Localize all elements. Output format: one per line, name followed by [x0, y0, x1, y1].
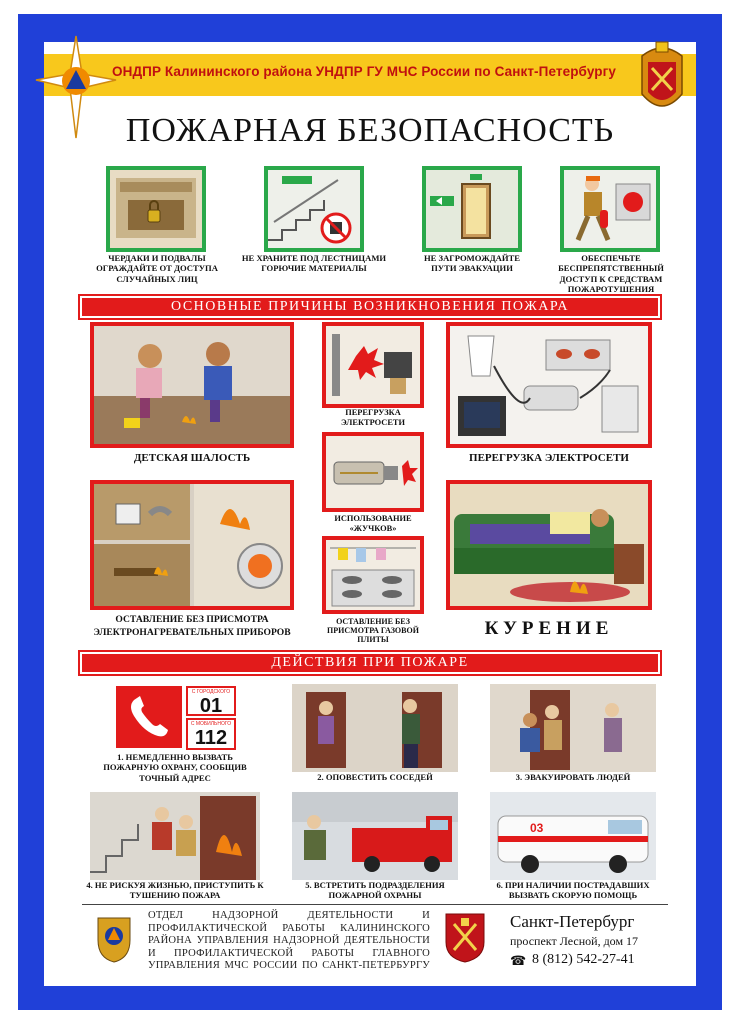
- tip-image-stairs: [264, 166, 364, 252]
- evacuate-people-icon: [490, 684, 656, 772]
- unattended-heaters-icon: [94, 484, 290, 606]
- footer-city: Санкт-Петербург: [510, 912, 635, 931]
- cause-caption-overload-big: ПЕРЕГРУЗКА ЭЛЕКТРОСЕТИ: [469, 452, 629, 464]
- footer-divider: [82, 904, 668, 905]
- meet-fire-brigade-icon: [292, 792, 458, 880]
- action-caption-3: 3. ЭВАКУИРОВАТЬ ЛЮДЕЙ: [515, 772, 631, 782]
- header-org-name: ОНДПР Калининского района УНДПР ГУ МЧС России по Санкт-Петербургу: [112, 64, 616, 79]
- cause-image-gas: [322, 536, 424, 614]
- action-caption-1: 1. НЕМЕДЛЕННО ВЫЗВАТЬ ПОЖАРНУЮ ОХРАНУ, СООБЩИВ ТОЧНЫЙ АДРЕС: [103, 752, 247, 783]
- emergency-card-landline: [186, 686, 236, 716]
- telephone-icon: [116, 686, 182, 748]
- action-caption-6: 6. ПРИ НАЛИЧИИ ПОСТРАДАВШИХ ВЫЗВАТЬ СКОРУЮ ПОМОЩЬ: [496, 880, 650, 901]
- action-image-2: [292, 684, 458, 772]
- cause-caption-heaters: ОСТАВЛЕНИЕ БЕЗ ПРИСМОТРА ЭЛЕКТРОНАГРЕВАТЕЛЬНЫХ ПРИБОРОВ: [93, 614, 291, 638]
- cause-caption-smoking: КУРЕНИЕ: [484, 618, 614, 639]
- tip-image-attics: [106, 166, 206, 252]
- overloaded-socket-icon: [326, 326, 420, 404]
- action-caption-4: 4. НЕ РИСКУЯ ЖИЗНЬЮ, ПРИСТУПИТЬ К ТУШЕНИЮ ПОЖАРА: [86, 880, 264, 901]
- landline-label: С ГОРОДСКОГО: [191, 689, 231, 695]
- spb-city-arms-icon: [444, 910, 486, 964]
- tip-caption-attics: ЧЕРДАКИ И ПОДВАЛЫ ОГРАЖДАЙТЕ ОТ ДОСТУПА СЛУЧАЙНЫХ ЛИЦ: [96, 253, 218, 284]
- tip-caption-evacuation: НЕ ЗАГРОМОЖДАЙТЕ ПУТИ ЭВАКУАЦИИ: [423, 253, 520, 274]
- action-image-3: [490, 684, 656, 772]
- exit-door-icon: [426, 170, 518, 248]
- alert-neighbors-icon: [292, 684, 458, 772]
- footer-address: проспект Лесной, дом 17: [510, 934, 639, 948]
- tip-caption-stairs: НЕ ХРАНИТЕ ПОД ЛЕСТНИЦАМИ ГОРЮЧИЕ МАТЕРИАЛЫ: [241, 253, 387, 274]
- locked-basement-icon: [110, 170, 202, 248]
- stairs-no-storage-icon: [268, 170, 360, 248]
- ambulance-icon: [490, 792, 656, 880]
- cause-image-overload-small: [322, 322, 424, 408]
- fuse-bug-icon: [326, 436, 420, 508]
- gas-stove-icon: [326, 540, 420, 610]
- landline-number: 01: [199, 695, 223, 717]
- appliances-overload-icon: [450, 326, 648, 444]
- extinguish-fire-icon: [90, 792, 260, 880]
- footer-phone: 8 (812) 542-27-41: [532, 952, 635, 967]
- tip-image-extinguishing-access: [560, 166, 660, 252]
- causes-heading: ОСНОВНЫЕ ПРИЧИНЫ ВОЗНИКНОВЕНИЯ ПОЖАРА: [171, 299, 569, 314]
- action-image-4: [90, 792, 260, 880]
- action-caption-2: 2. ОПОВЕСТИТЬ СОСЕДЕЙ: [317, 772, 433, 782]
- cause-image-heaters: [90, 480, 294, 610]
- mchs-department-emblem-icon: [94, 912, 134, 964]
- mobile-label: С МОБИЛЬНОГО: [190, 721, 232, 727]
- cause-image-overload-big: [446, 322, 652, 448]
- phone-icon-tile: [116, 686, 182, 748]
- phone-handset-icon: ☎: [510, 953, 527, 968]
- cause-image-bugs: [322, 432, 424, 512]
- actions-heading-bar: [80, 652, 660, 674]
- action-caption-5: 5. ВСТРЕТИТЬ ПОДРАЗДЕЛЕНИЯ ПОЖАРНОЙ ОХРАНЫ: [305, 880, 445, 901]
- mobile-number: 112: [194, 727, 228, 749]
- cause-image-smoking: [446, 480, 652, 610]
- cause-image-children: [90, 322, 294, 448]
- svg-text:03: 03: [530, 821, 544, 835]
- children-playing-icon: [94, 326, 290, 444]
- tip-image-evacuation: [422, 166, 522, 252]
- action-image-5: [292, 792, 458, 880]
- cause-caption-bugs: ИСПОЛЬЗОВАНИЕ «ЖУЧКОВ»: [334, 514, 412, 533]
- cause-caption-overload-small: ПЕРЕГРУЗКА ЭЛЕКТРОСЕТИ: [340, 408, 406, 427]
- action-image-6: [490, 792, 656, 880]
- actions-heading: ДЕЙСТВИЯ ПРИ ПОЖАРЕ: [271, 655, 469, 670]
- causes-heading-bar: [80, 296, 660, 318]
- cause-caption-children: ДЕТСКАЯ ШАЛОСТЬ: [133, 452, 251, 464]
- page-title: ПОЖАРНАЯ БЕЗОПАСНОСТЬ: [125, 112, 615, 149]
- fire-hose-cabinet-icon: [564, 170, 656, 248]
- smoking-sofa-fire-icon: [450, 484, 648, 606]
- footer-department: ОТДЕЛ НАДЗОРНОЙ ДЕЯТЕЛЬНОСТИ И ПРОФИЛАКТИЧЕСКОЙ РАБОТЫ КАЛИНИНСКОГО РАЙОНА УПРАВЛЕНИЯ НАДЗОРНОЙ ДЕЯТЕЛЬНОСТИ И ПРОФИЛАКТИЧЕСКОЙ РАБОТЫ ГЛАВНОГО УПРАВЛЕНИЯ МЧС РОССИИ ПО САНКТ-ПЕТЕРБУРГУ: [148, 910, 430, 972]
- cause-caption-gas: ОСТАВЛЕНИЕ БЕЗ ПРИСМОТРА ГАЗОВОЙ ПЛИТЫ: [327, 617, 419, 645]
- emergency-card-mobile: [186, 718, 236, 750]
- tip-caption-extinguishing-access: ОБЕСПЕЧЬТЕ БЕСПРЕПЯТСТВЕННЫЙ ДОСТУП К СРЕДСТВАМ ПОЖАРОТУШЕНИЯ: [558, 253, 664, 294]
